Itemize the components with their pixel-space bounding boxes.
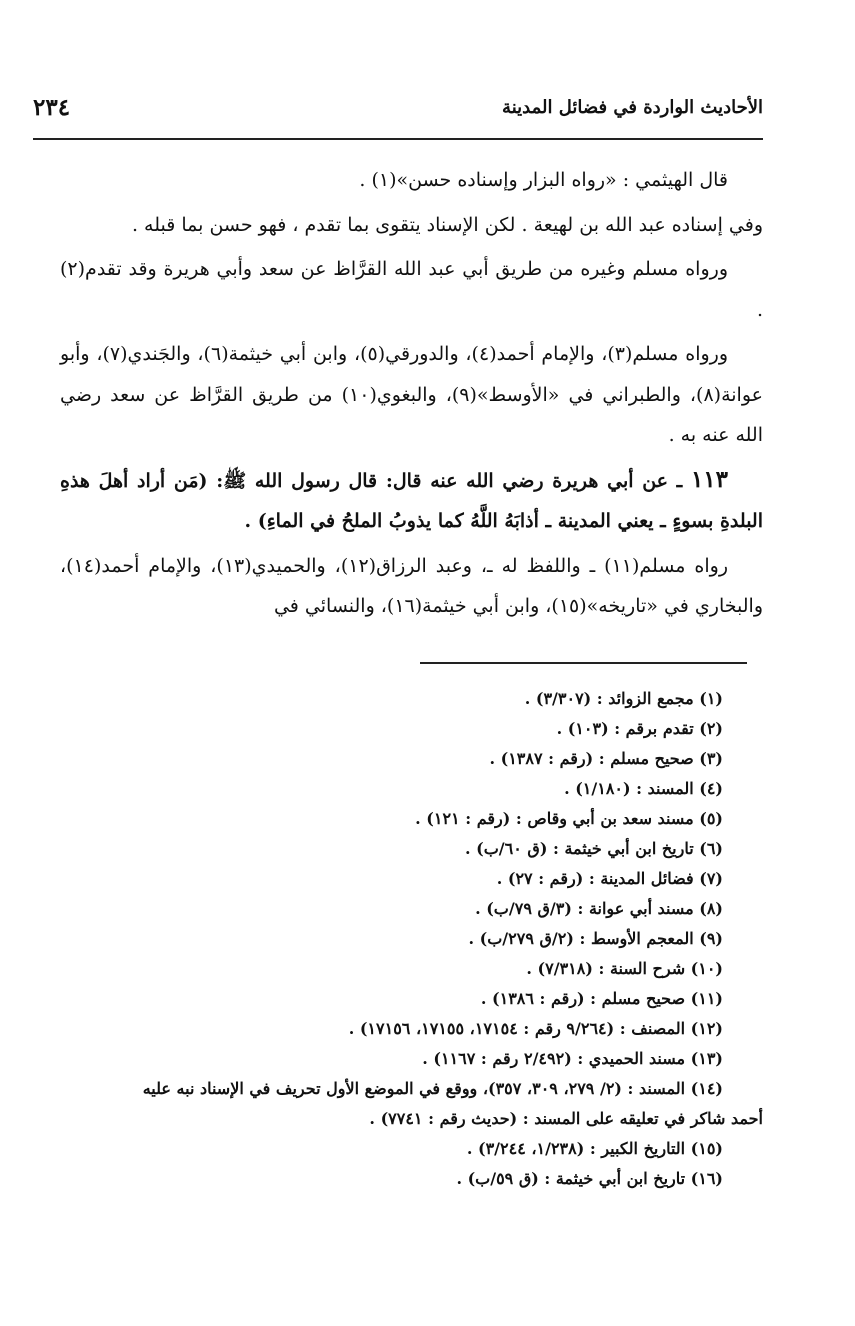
footnote: (٥) مسند سعد بن أبي وقاص : (رقم : ١٢١) . <box>415 809 723 828</box>
footnote: (٧) فضائل المدينة : (رقم : ٢٧) . <box>496 869 723 888</box>
footnote: (٩) المعجم الأوسط : (٢/ق ٢٧٩/ب) . <box>468 929 723 948</box>
page-header <box>33 92 763 122</box>
footnote: (١٦) تاريخ ابن أبي خيثمة : (ق ٥٩/ب) . <box>456 1169 723 1188</box>
footnote: (٣) صحيح مسلم : (رقم : ١٣٨٧) . <box>489 749 723 768</box>
footnote: (١٤) المسند : (٢/ ٢٧٩، ٣٠٩، ٣٥٧)، ووقع في الموضع الأول تحريف في الإسناد نبه عليه <box>142 1079 723 1098</box>
footnote: (٤) المسند : (١/١٨٠) . <box>564 779 723 798</box>
hadith-paragraph <box>60 460 763 542</box>
footnote: (٢) تقدم برقم : (١٠٣) . <box>556 719 723 738</box>
footnote: (١) مجمع الزوائد : (٣/٣٠٧) . <box>524 689 723 708</box>
paragraph: رواه مسلم(١١) ـ واللفظ له ـ، وعبد الرزاق(١٢)، والحميدي(١٣)، والإمام أحمد(١٤)، والبخاري في «تاريخه»(١٥)، وابن أبي خيثمة(١٦)، والنسائي في <box>60 554 763 617</box>
footnote: (٦) تاريخ ابن أبي خيثمة : (ق ٦٠/ب) . <box>465 839 723 858</box>
page-number: ٢٣٤ <box>33 93 71 121</box>
footnote: (١٢) المصنف : (٩/٢٦٤ رقم : ١٧١٥٤، ١٧١٥٥، ١٧١٥٦) . <box>348 1019 723 1038</box>
paragraph: قال الهيثمي : «رواه البزار وإسناده حسن»(١) . <box>359 169 728 191</box>
footnote: (١٣) مسند الحميدي : (٢/٤٩٢ رقم : ١١٦٧) . <box>422 1049 723 1068</box>
paragraph: وفي إسناده عبد الله بن لهيعة . لكن الإسناد يتقوى بما تقدم ، فهو حسن بما قبله . <box>131 213 763 236</box>
footnote: (١٠) شرح السنة : (٧/٣١٨) . <box>526 959 723 978</box>
header-rule <box>33 138 763 140</box>
footnote: (٨) مسند أبي عوانة : (٣/ق ٧٩/ب) . <box>475 899 723 918</box>
footnote: (١١) صحيح مسلم : (رقم : ١٣٨٦) . <box>480 989 723 1008</box>
footnote-continuation: أحمد شاكر في تعليقه على المسند : (حديث رقم : ٧٧٤١) . <box>369 1109 763 1128</box>
paragraph: ورواه مسلم وغيره من طريق أبي عبد الله القرَّاظ عن سعد وأبي هريرة وقد تقدم(٢) . <box>60 258 763 321</box>
hadith-text: ـ عن أبي هريرة رضي الله عنه قال: قال رسول الله ﷺ: (مَن أراد أهلَ هذهِ البلدةِ بسوءٍ ـ يعني المدينة ـ أذابَهُ اللَّهُ كما يذوبُ الملحُ في الماءِ) . <box>60 469 763 532</box>
paragraph: ورواه مسلم(٣)، والإمام أحمد(٤)، والدورقي(٥)، وابن أبي خيثمة(٦)، والجَندي(٧)، وأبو عوانة(٨)، والطبراني في «الأوسط»(٩)، والبغوي(١٠) من طريق القرَّاظ عن سعد رضي الله عنه به . <box>60 343 763 446</box>
running-title: الأحاديث الواردة في فضائل المدينة <box>502 96 763 118</box>
main-text <box>60 160 763 631</box>
hadith-number: ١١٣ <box>690 465 728 493</box>
footnotes <box>40 684 763 1194</box>
footnote-rule <box>420 662 747 664</box>
footnote: (١٥) التاريخ الكبير : (١/٢٣٨، ٣/٢٤٤) . <box>466 1139 723 1158</box>
